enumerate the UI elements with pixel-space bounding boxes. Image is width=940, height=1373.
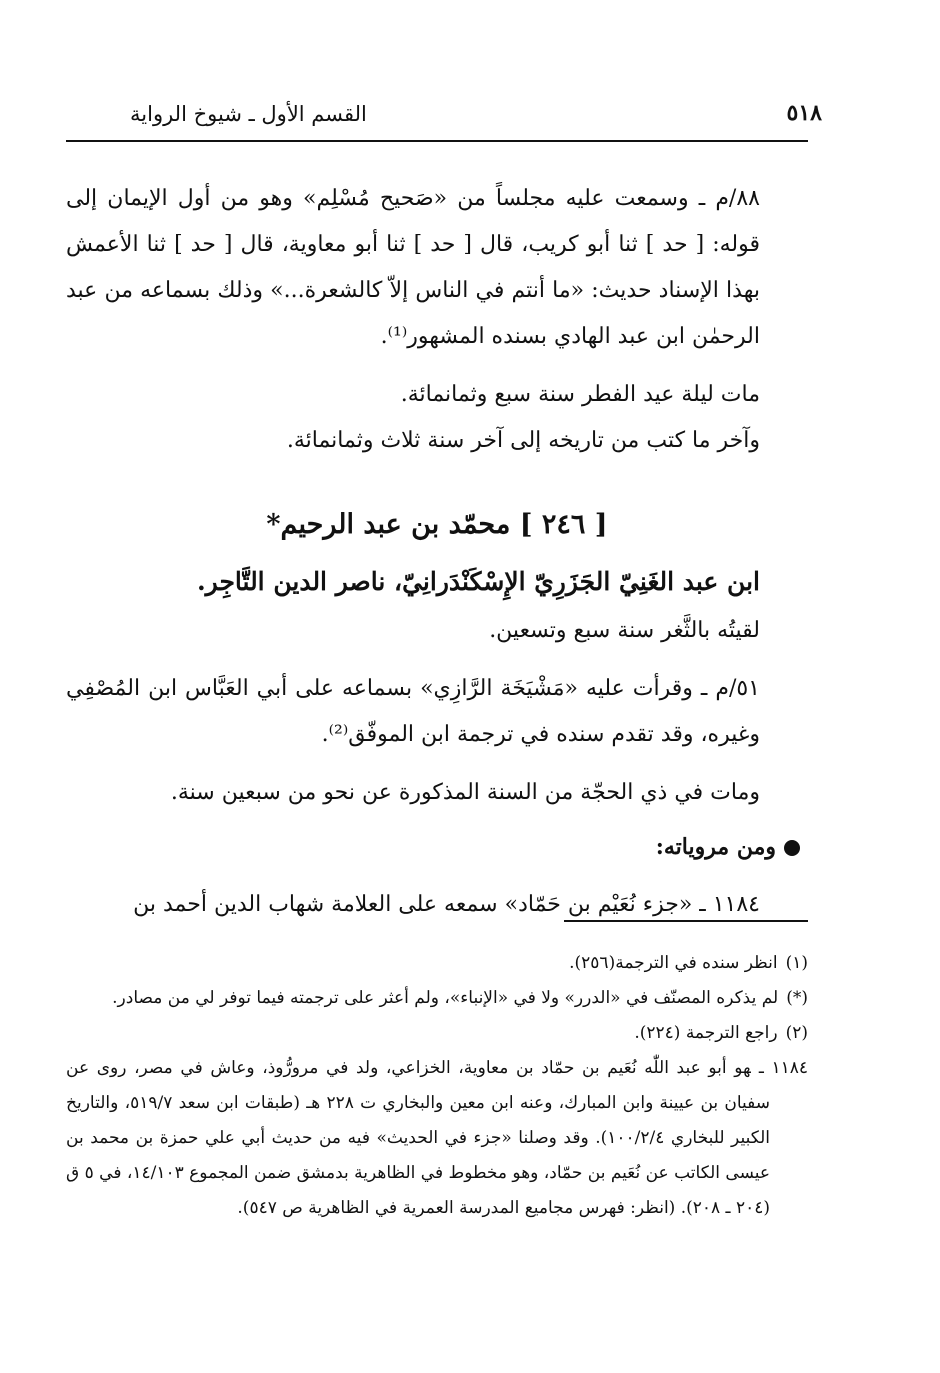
footnote-divider bbox=[564, 920, 808, 922]
footnote-text: لم يذكره المصنّف في «الدرر» ولا في «الإنباء»، ولم أعثر على ترجمته فيما توفر لي من مصادر. bbox=[112, 988, 779, 1008]
footnote-mark: (٢) bbox=[785, 1023, 808, 1043]
footnote-1184 bbox=[66, 1051, 808, 1226]
footnote-1 bbox=[66, 946, 808, 981]
death-note-line: مات ليلة عيد الفطر سنة سبع وثمانمائة. bbox=[400, 382, 760, 407]
paragraph-51m: ٥١/م ـ وقرأت عليه «مَشْيَخَة الرَّازِي» بسماعه على أبي العَبَّاس ابن المُصْفِي وغيره، وقد تقدم سنده في ترجمة ابن الموفّق⁽²⁾. bbox=[66, 676, 760, 747]
paragraph-88m: ٨٨/م ـ وسمعت عليه مجلساً من «صَحيح مُسْلِم» وهو من أول الإيمان إلى قوله: [ حد ] ثنا أبو كريب، قال [ حد ] ثنا أبو معاوية، قال [ حد ] ثنا الأعمش بهذا الإسناد حديث: «ما أنتم في الناس إلاّ كالشعرة...» وذلك بسماعه من عبد الرحمٰن ابن عبد الهادي بسنده المشهور⁽¹⁾. bbox=[66, 186, 760, 349]
footnote-2 bbox=[66, 1016, 808, 1051]
footnote-text: انظر سنده في الترجمة(٢٥٦). bbox=[569, 953, 778, 973]
main-text bbox=[66, 176, 808, 928]
header-divider bbox=[66, 140, 808, 142]
footnote-text: راجع الترجمة (٢٢٤). bbox=[634, 1023, 778, 1043]
footnote-mark: (*) bbox=[786, 988, 808, 1008]
footnote-mark: ١١٨٤ ـ bbox=[758, 1058, 808, 1078]
page-number: ٥١٨ bbox=[786, 100, 822, 126]
history-note-line: وآخر ما كتب من تاريخه إلى آخر سنة ثلاث وثمانمائة. bbox=[286, 428, 760, 453]
narrations-heading bbox=[66, 824, 808, 870]
entry-subtitle: ابن عبد الغَنِيّ الجَزَرِيّ الإِسْكَنْدَرانِيّ، ناصر الدين التَّاجِر. bbox=[196, 567, 760, 596]
narrations-heading-text: ومن مروياته: bbox=[655, 834, 776, 860]
footnote-text: هو أبو عبد اللّٰه نُعَيم بن حمّاد بن معاوية، الخزاعي، ولد في مرورُّوذ، وعاش في مصر، روى عن سفيان بن عيينة وابن المبارك، وعنه ابن معين والبخاري ت ٢٢٨ هـ (طبقات ابن سعد ٥١٩/٧، والتاريخ الكبير للبخاري ١٠٠/٢/٤). وقد وصلنا «جزء في الحديث» فيه من حديث أبي علي حمزة بن محمد بن عيسى الكاتب عن نُعَيم بن حمّاد، وهو مخطوط في الظاهرية بدمشق ضمن المجموع ١٤/١٠٣، في ٥ ق (٢٠٤ ـ ٢٠٨). (انظر: فهرس مجاميع المدرسة العمرية في الظاهرية ص ٥٤٧). bbox=[66, 1058, 771, 1218]
footnote-star bbox=[66, 981, 808, 1016]
narration-1184: ١١٨٤ ـ «جزء نُعَيْم بن حَمّاد» سمعه على العلامة شهاب الدين أحمد بن bbox=[133, 892, 760, 917]
footnote-mark: (١) bbox=[785, 953, 808, 973]
death-date-note: ومات في ذي الحجّة من السنة المذكورة عن نحو من سبعين سنة. bbox=[170, 780, 760, 805]
running-title: القسم الأول ـ شيوخ الرواية bbox=[130, 102, 367, 126]
footnotes bbox=[66, 946, 808, 1226]
meeting-note: لقيتُه بالثَّغر سنة سبع وتسعين. bbox=[489, 618, 760, 643]
page-header bbox=[130, 86, 822, 126]
bullet-icon bbox=[784, 840, 800, 856]
entry-heading: [ ٢٤٦ ] محمّد بن عبد الرحيم* bbox=[266, 509, 608, 540]
